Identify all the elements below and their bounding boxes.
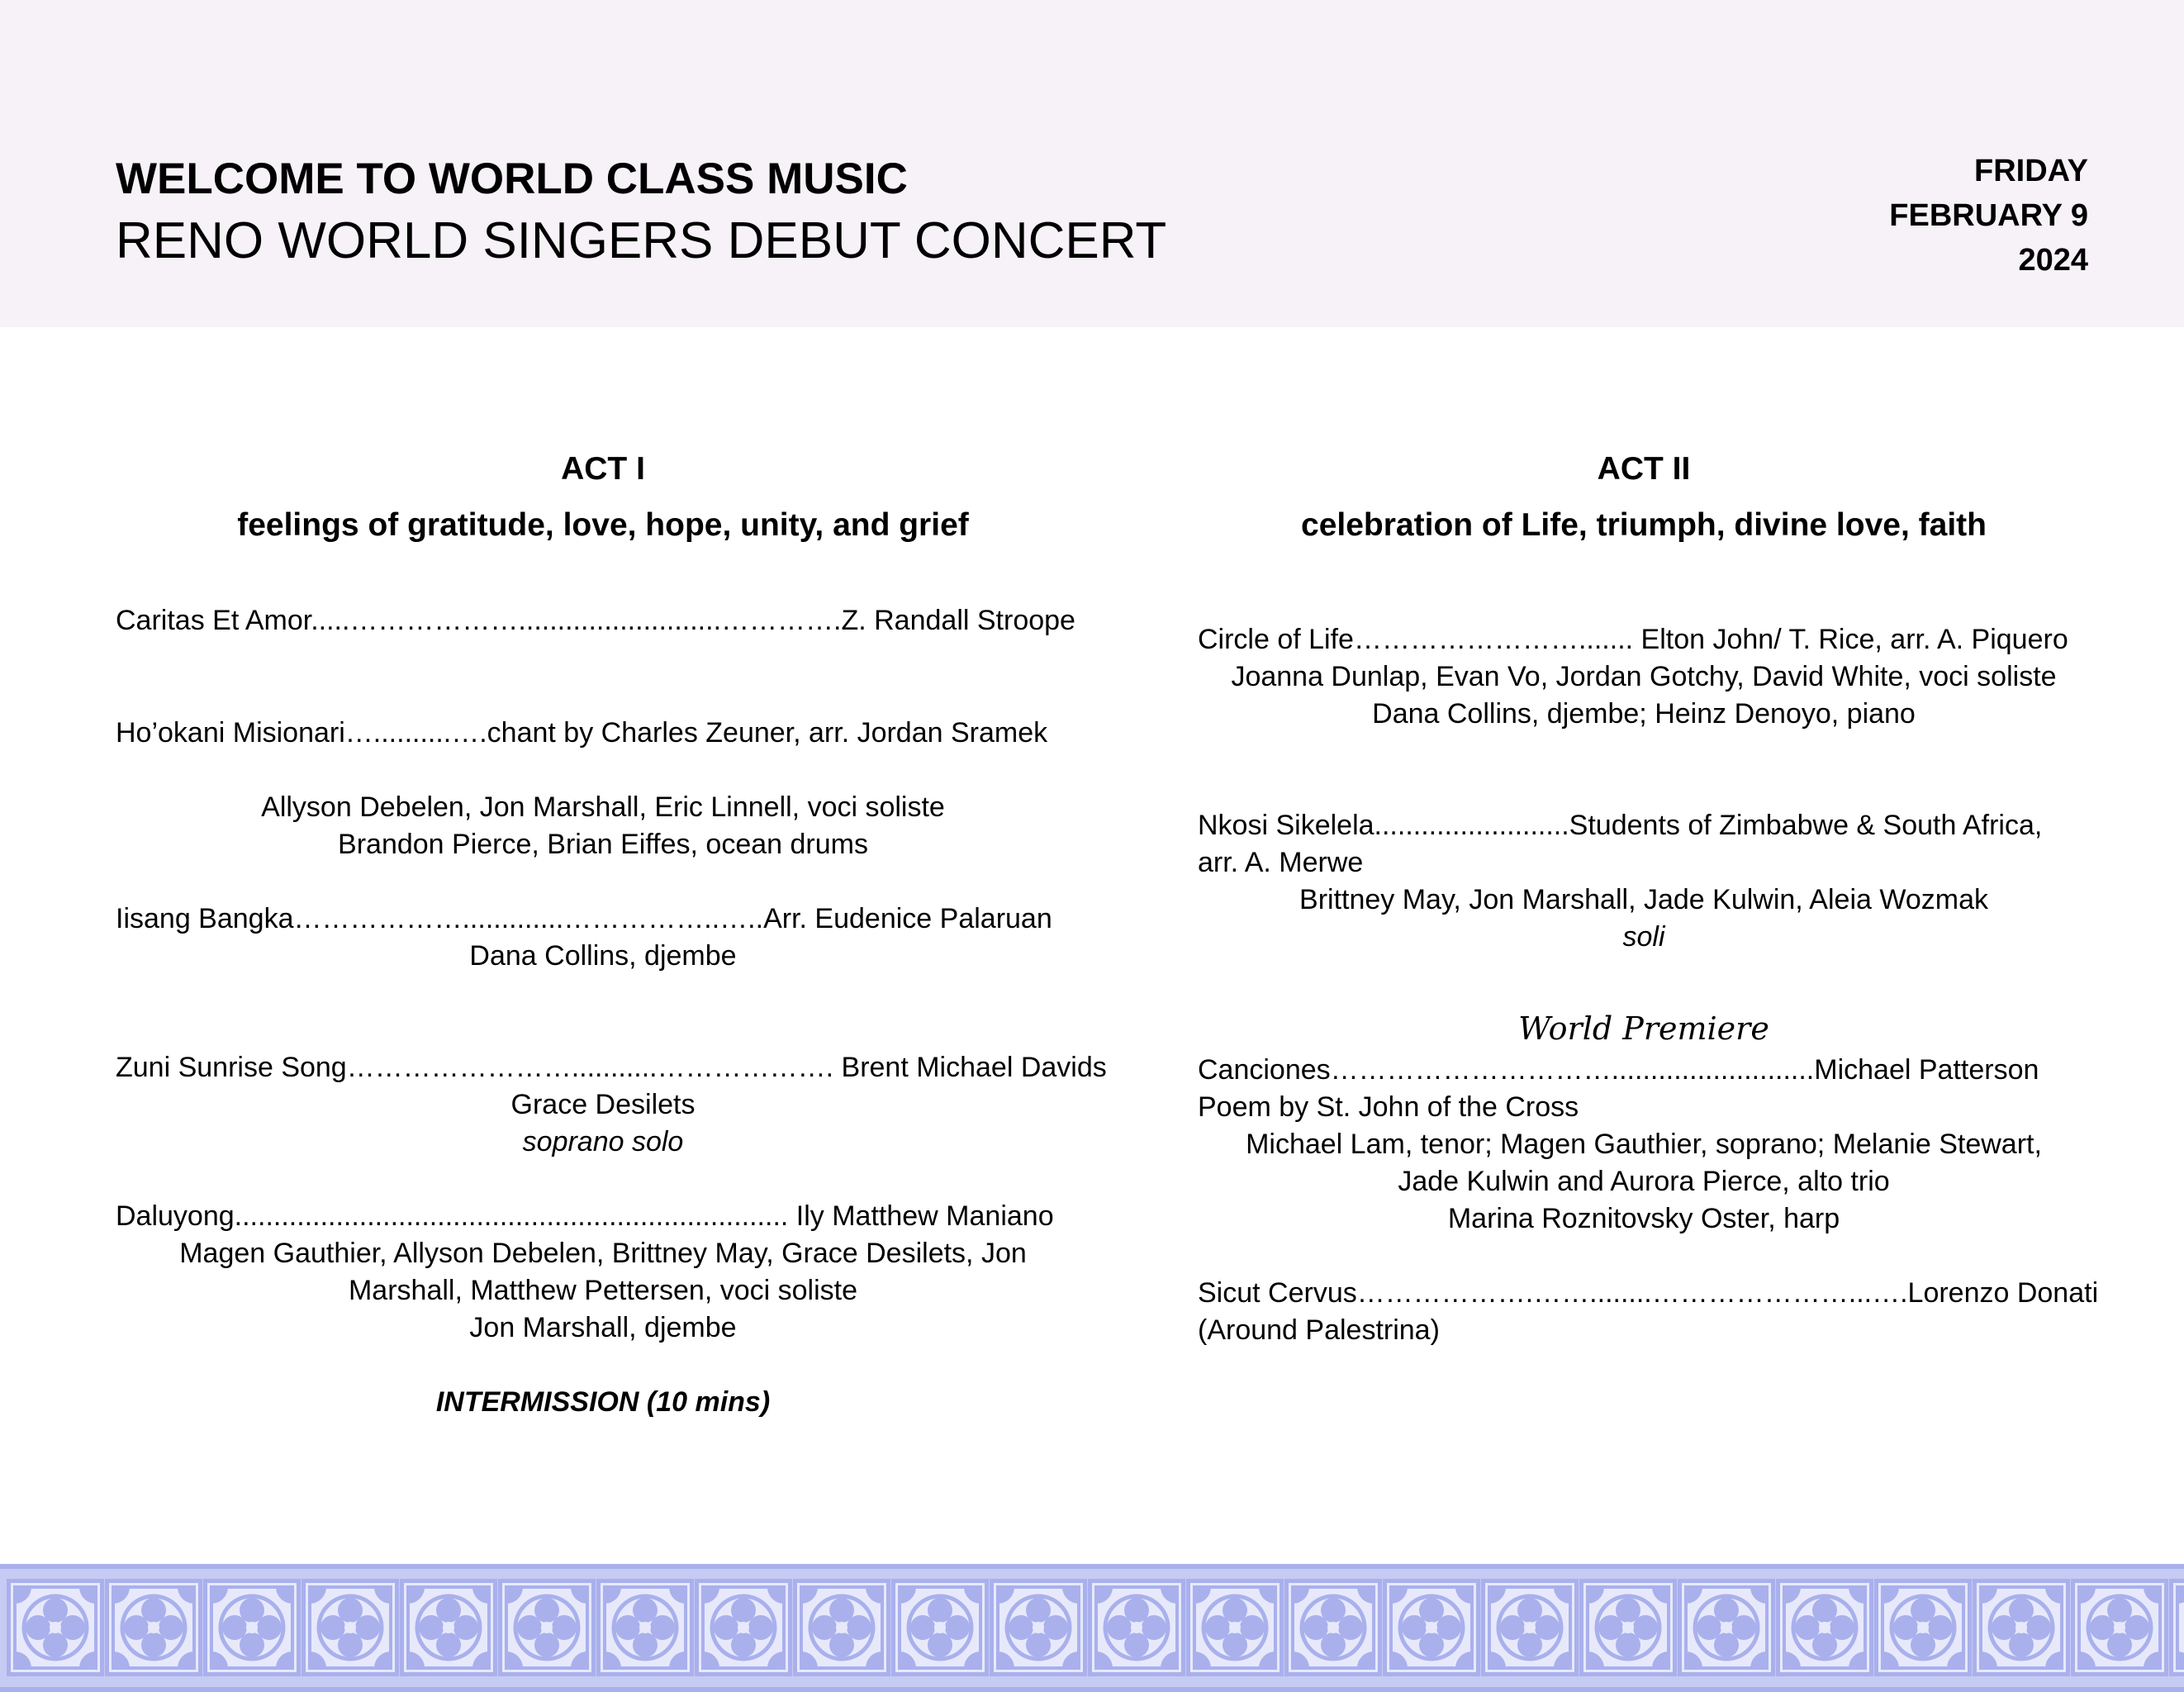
border-tile [7, 1579, 104, 1676]
act2-column [1198, 442, 2099, 1349]
piece-arranger: arr. A. Merwe [1198, 847, 1364, 878]
decorative-tile-border [0, 1564, 2184, 1692]
intermission-label: INTERMISSION (10 mins) [435, 1386, 771, 1418]
act1-column [116, 442, 1107, 1421]
piece-hookani-misionari: Ho’okani Misionari…..........….chant by Charles Zeuner, arr. Jordan Sramek [116, 717, 1048, 749]
act2-title: ACT II [1597, 451, 1691, 487]
piece-note: soprano solo [522, 1126, 684, 1157]
welcome-title: WELCOME TO WORLD CLASS MUSIC [116, 154, 908, 203]
border-tile [891, 1579, 989, 1676]
border-tile [2169, 1579, 2184, 1676]
piece-circle-of-life: Circle of Life……………………....... Elton John/ T. Rice, arr. A. Piquero [1198, 624, 2068, 655]
border-tile [203, 1579, 301, 1676]
border-tile [1776, 1579, 1873, 1676]
date-month-day: FEBRUARY 9 [1889, 198, 2088, 233]
piece-canciones: Canciones…………………………..........................Michael Patterson [1198, 1054, 2039, 1086]
act1-subtitle: feelings of gratitude, love, hope, unity, and grief [237, 507, 969, 543]
border-tile [301, 1579, 399, 1676]
piece-daluyong: Daluyong....................................................................... Ily Matthew Maniano [116, 1200, 1054, 1232]
piece-credit: Marshall, Matthew Pettersen, voci soliste [348, 1275, 858, 1306]
border-tile [105, 1579, 202, 1676]
piece-sicut-cervus: Sicut Cervus……………….……........…………………...….Lorenzo Donati [1198, 1277, 2099, 1309]
border-tile [400, 1579, 497, 1676]
piece-credit: Dana Collins, djembe; Heinz Denoyo, piano [1372, 698, 1916, 730]
act1-title: ACT I [561, 451, 645, 487]
border-tile [793, 1579, 890, 1676]
border-tile [1284, 1579, 1382, 1676]
border-tile [1186, 1579, 1284, 1676]
piece-caritas-et-amor: Caritas Et Amor.....………………..........................………….Z. Randall Stroope [116, 605, 1075, 636]
border-tile [990, 1579, 1087, 1676]
header-banner [0, 0, 2184, 327]
border-tile [1579, 1579, 1677, 1676]
date-year: 2024 [2018, 243, 2088, 278]
piece-poem-credit: Poem by St. John of the Cross [1198, 1091, 1579, 1123]
act2-subtitle: celebration of Life, triumph, divine love, faith [1301, 507, 1987, 543]
border-tile [1973, 1579, 2070, 1676]
border-tile [1088, 1579, 1185, 1676]
piece-zuni-sunrise-song: Zuni Sunrise Song……………………...........………………. Brent Michael Davids [116, 1052, 1107, 1083]
tile-row [7, 1579, 2184, 1676]
piece-nkosi-sikelela: Nkosi Sikelela.........................Students of Zimbabwe & South Africa, [1198, 810, 2043, 841]
border-tile [1481, 1579, 1579, 1676]
border-tile [1678, 1579, 1775, 1676]
border-tile [1874, 1579, 1972, 1676]
border-tile [1383, 1579, 1480, 1676]
piece-note: soli [1622, 921, 1665, 953]
piece-credit: Marina Roznitovsky Oster, harp [1447, 1203, 1840, 1234]
concert-title: RENO WORLD SINGERS DEBUT CONCERT [116, 212, 1167, 269]
piece-credit: Joanna Dunlap, Evan Vo, Jordan Gotchy, David White, voci soliste [1231, 661, 2057, 692]
piece-credit: Grace Desilets [510, 1089, 696, 1120]
date-day: FRIDAY [1974, 154, 2088, 188]
piece-credit: Jade Kulwin and Aurora Pierce, alto trio [1398, 1166, 1890, 1197]
world-premiere-label: World Premiere [1518, 1010, 1769, 1047]
border-tile [695, 1579, 792, 1676]
border-tile [498, 1579, 596, 1676]
border-tile [596, 1579, 694, 1676]
piece-credit: Jon Marshall, djembe [469, 1312, 737, 1343]
piece-subtitle: (Around Palestrina) [1198, 1314, 1440, 1346]
piece-credit: Brittney May, Jon Marshall, Jade Kulwin, Aleia Wozmak [1299, 884, 1988, 915]
piece-credit: Brandon Pierce, Brian Eiffes, ocean drums [338, 829, 868, 860]
piece-credit: Allyson Debelen, Jon Marshall, Eric Linnell, voci soliste [261, 791, 945, 823]
piece-credit: Michael Lam, tenor; Magen Gauthier, soprano; Melanie Stewart, [1246, 1129, 2042, 1160]
piece-credit: Magen Gauthier, Allyson Debelen, Brittney May, Grace Desilets, Jon [179, 1238, 1027, 1269]
border-tile [2071, 1579, 2168, 1676]
piece-iisang-bangka: Iisang Bangka……………….............……………..…..Arr. Eudenice Palaruan [116, 903, 1052, 934]
piece-credit: Dana Collins, djembe [469, 940, 737, 972]
concert-date [1889, 149, 2088, 283]
